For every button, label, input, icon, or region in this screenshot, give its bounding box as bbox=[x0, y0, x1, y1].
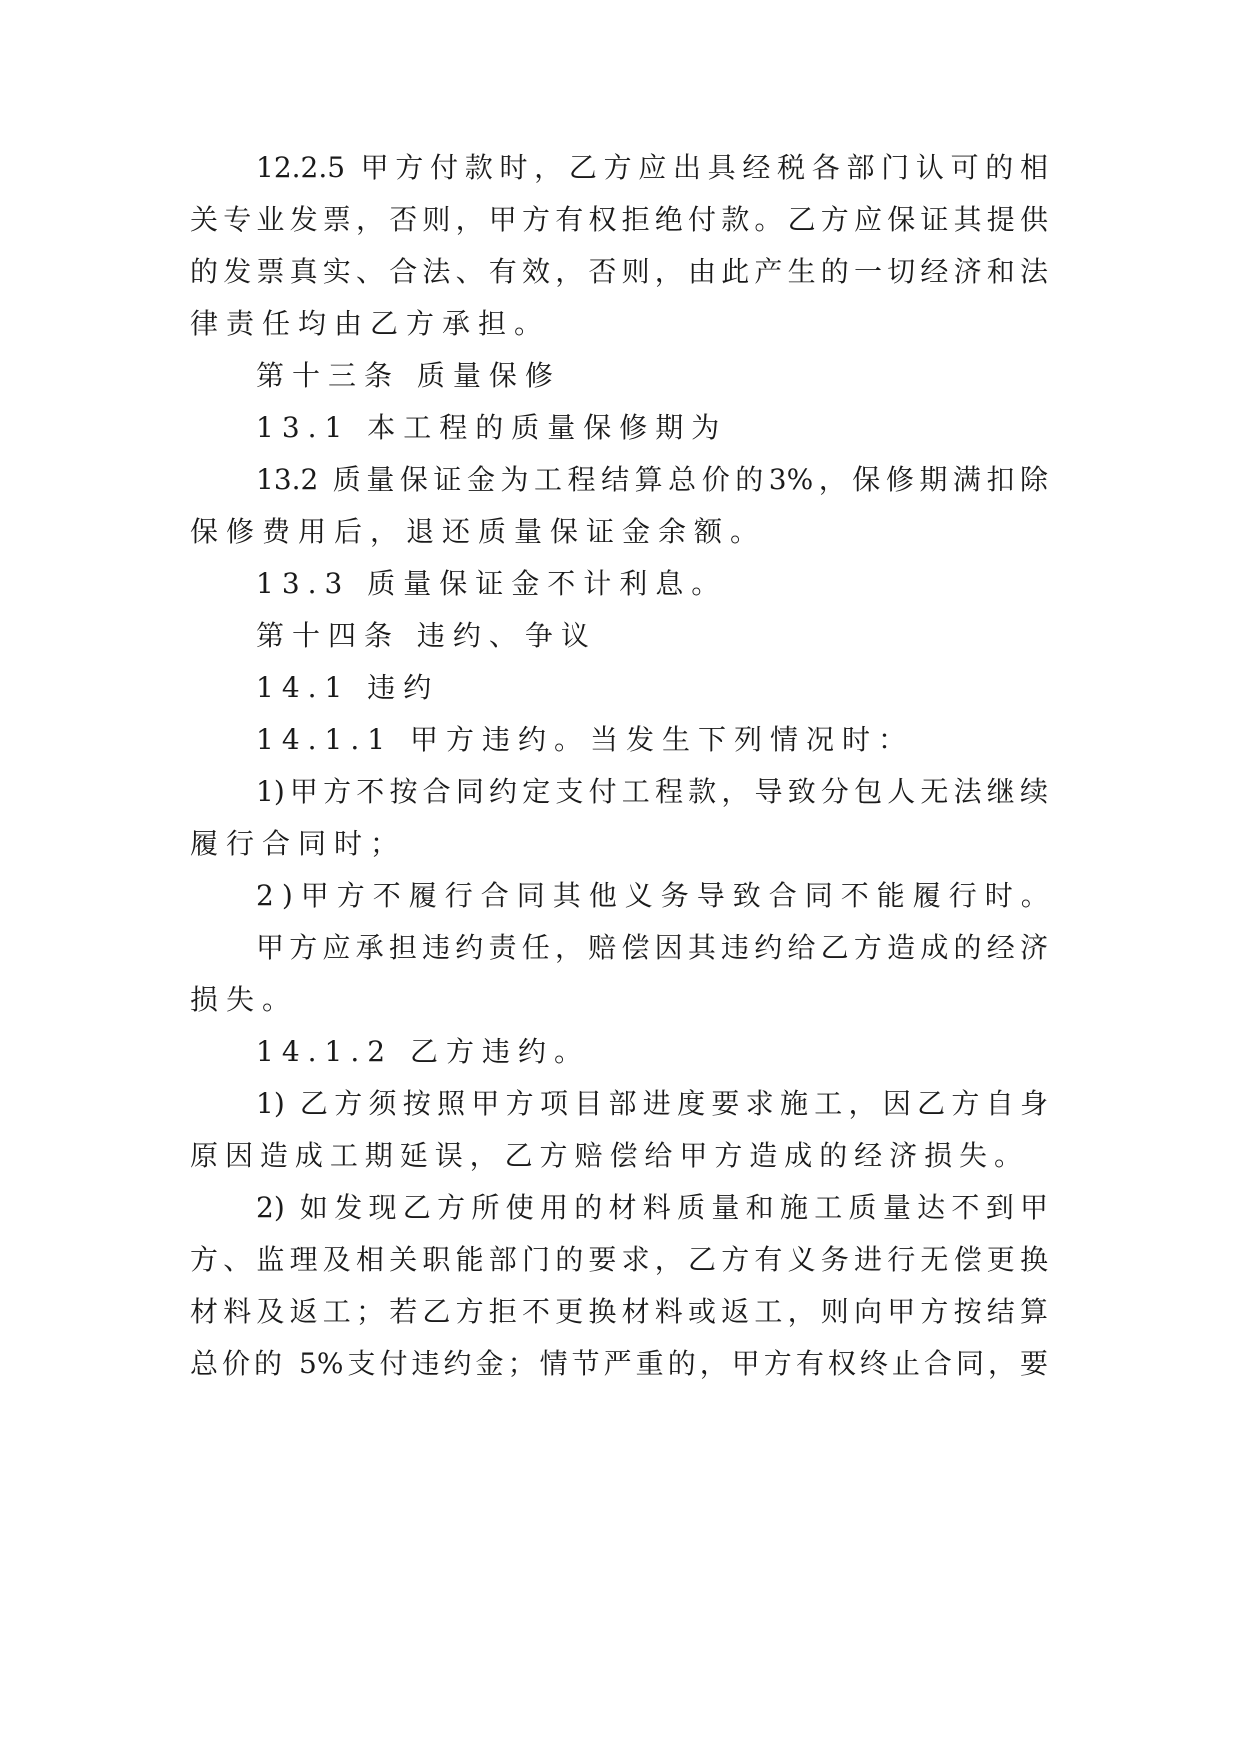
text-line: 原因造成工期延误，乙方赔偿给甲方造成的经济损失。 bbox=[190, 1139, 1022, 1172]
text-line: 14.1.1 甲方违约。当发生下列情况时： bbox=[256, 723, 914, 756]
text-line: 履行合同时； bbox=[190, 827, 407, 860]
text-line: 1) 乙方须按照甲方项目部进度要求施工，因乙方自身 bbox=[256, 1087, 1048, 1120]
text-line: 关专业发票，否则，甲方有权拒绝付款。乙方应保证其提供 bbox=[190, 203, 1048, 236]
text-line: 保修费用后，退还质量保证金余额。 bbox=[190, 515, 767, 548]
text-line: 2) 如发现乙方所使用的材料质量和施工质量达不到甲 bbox=[256, 1191, 1048, 1224]
text-line: 14.1 违约 bbox=[256, 671, 440, 704]
text-line: 12.2.5 甲方付款时，乙方应出具经税各部门认可的相 bbox=[256, 151, 1048, 184]
text-line: 总价的 5%支付违约金；情节严重的，甲方有权终止合同，要 bbox=[190, 1347, 1048, 1380]
text-line: 材料及返工；若乙方拒不更换材料或返工，则向甲方按结算 bbox=[190, 1295, 1048, 1328]
text-line: 14.1.2 乙方违约。 bbox=[256, 1035, 590, 1068]
text-line: 13.1 本工程的质量保修期为 bbox=[256, 411, 728, 444]
section-heading: 第十三条 质量保修 bbox=[256, 359, 561, 392]
section-heading: 第十四条 违约、争议 bbox=[256, 619, 597, 652]
text-line: 律责任均由乙方承担。 bbox=[190, 307, 551, 340]
text-line: 13.3 质量保证金不计利息。 bbox=[256, 567, 728, 600]
text-line: 的发票真实、合法、有效，否则，由此产生的一切经济和法 bbox=[190, 255, 1048, 288]
text-line: 13.2 质量保证金为工程结算总价的3%，保修期满扣除 bbox=[256, 463, 1048, 496]
text-line: 甲方应承担违约责任，赔偿因其违约给乙方造成的经济 bbox=[256, 931, 1048, 964]
text-line: 1)甲方不按合同约定支付工程款，导致分包人无法继续 bbox=[256, 775, 1048, 808]
text-line: 损失。 bbox=[190, 983, 299, 1016]
text-line: 2)甲方不履行合同其他义务导致合同不能履行时。 bbox=[256, 879, 1057, 912]
text-line: 方、监理及相关职能部门的要求，乙方有义务进行无偿更换 bbox=[190, 1243, 1048, 1276]
